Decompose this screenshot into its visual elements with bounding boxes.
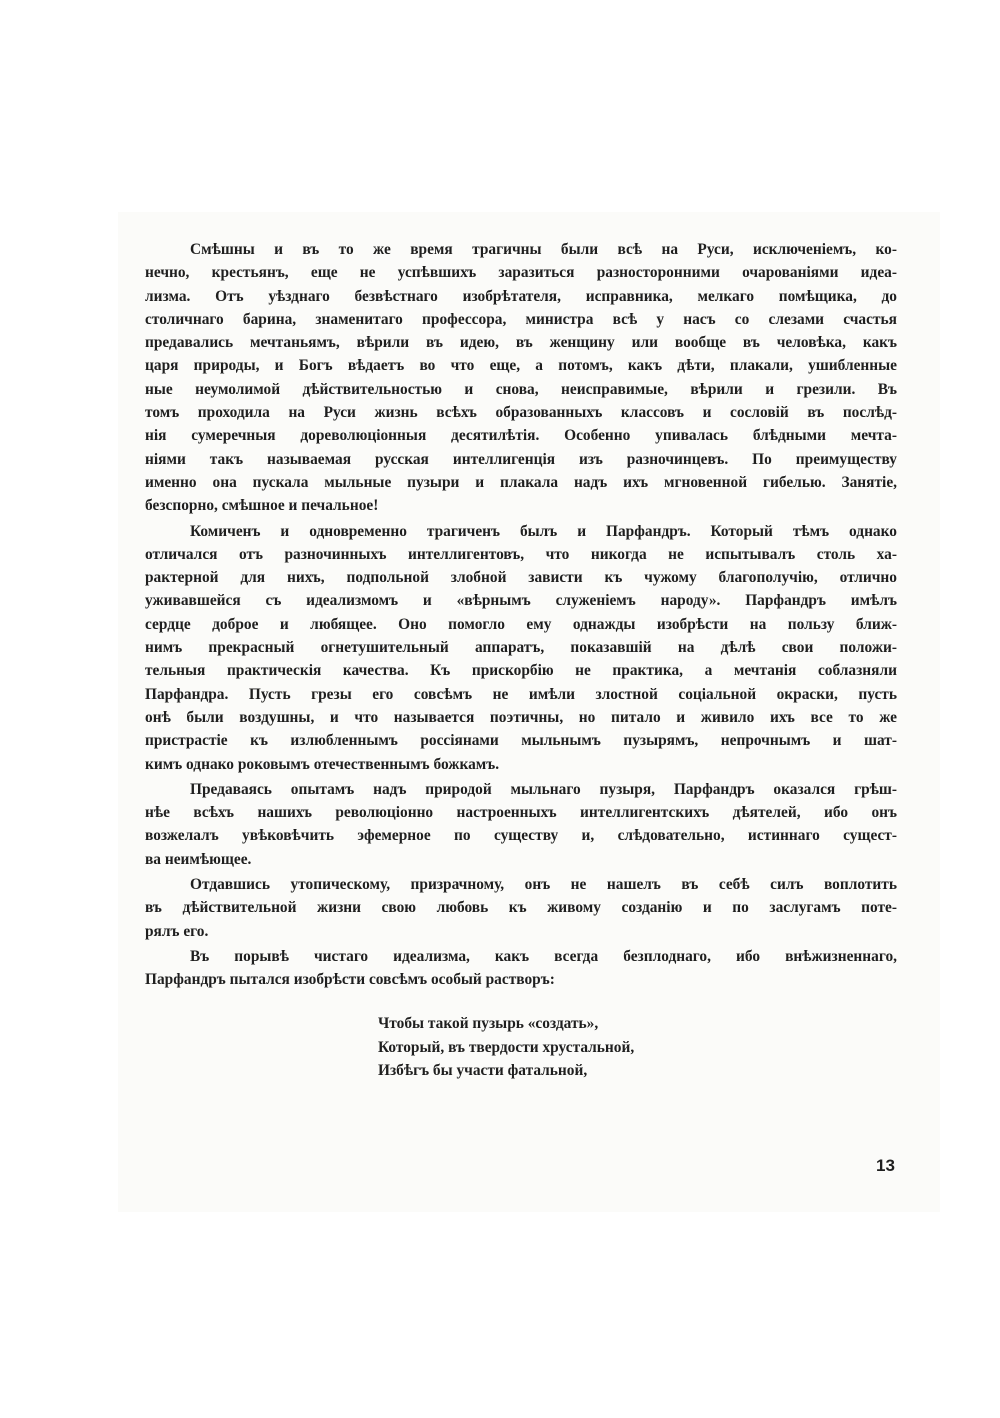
verse-block [378,1012,634,1083]
text-line: тельныя практическія качества. Къ прискорбію не практика, а мечтанія соблазняли [145,662,897,680]
body-text [145,238,897,992]
text-line: въ дѣйствительной жизни свою любовь къ живому созданію и по заслугамъ поте- [145,899,897,917]
text-line: ва неимѣющее. [145,850,252,868]
paragraph-3 [145,778,897,871]
text-line: ніями такъ называемая русская интеллигенція изъ разночинцевъ. По преимуществу [145,450,897,468]
text-line: царя природы, и Богъ вѣдаетъ во что еще, а потомъ, какъ дѣти, плакали, ушибленные [145,357,897,375]
text-line: кимъ однако роковымъ отечественнымъ божкамъ. [145,755,500,773]
paragraph-2 [145,520,897,776]
text-line: онѣ были воздушны, и что называется поэтичны, но питало и живило ихъ все то же [145,708,897,726]
paragraph-5 [145,945,897,992]
text-line: возжелалъ увѣковѣчить эфемерное по существу и, слѣдовательно, истиннаго сущест- [145,827,897,845]
text-line: именно она пускала мыльные пузыри и плакала надъ ихъ мгновенной гибелью. Занятіе, [145,473,897,491]
verse-line: Чтобы такой пузырь «создать», [378,1015,599,1032]
text-line: столичнаго барина, знаменитаго профессора, министра всѣ у насъ со слезами счастья [145,310,897,328]
text-line: безспорно, смѣшное и печальное! [145,497,379,515]
text-line: нѣе всѣхъ нашихъ революціонно настроенныхъ интеллигентскихъ дѣятелей, ибо онъ [145,804,897,822]
page-number: 13 [876,1156,895,1175]
text-line: томъ проходила на Руси жизнь всѣхъ образованныхъ классовъ и сословій въ послѣд- [145,404,897,422]
verse-line: Избѣгъ бы участи фатальной, [378,1062,588,1079]
text-line: Парфандръ пытался изобрѣсти совсѣмъ особый растворъ: [145,971,555,989]
text-line: предавались мечтаньямъ, вѣрили въ идею, въ женщину или вообще въ человѣка, какъ [145,334,897,352]
text-line: рялъ его. [145,922,209,940]
text-line: Парфандра. Пусть грезы его совсѣмъ не имѣли злостной соціальной окраски, пусть [145,685,897,703]
text-line: нечно, крестьянъ, еще не успѣвшихъ заразиться разносторонними очарованіями идеа- [145,264,897,282]
text-line: нія сумеречныя дореволюціонныя десятилѣтія. Особенно упивалась блѣдными мечта- [145,427,897,445]
verse-line: Который, въ твердости хрустальной, [378,1038,635,1056]
paragraph-1 [145,238,897,518]
text-line: Отдавшись утопическому, призрачному, онъ не нашелъ въ себѣ силъ воплотить [190,876,897,894]
text-line: сердце доброе и любящее. Оно помогло ему однажды изобрѣсти на пользу ближ- [145,615,897,633]
paragraph-4 [145,873,897,943]
text-line: отличался отъ разночинныхъ интеллигентовъ, что никогда не испытывалъ столь ха- [145,545,897,563]
text-line: уживавшейся съ идеализмомъ и «вѣрнымъ служеніемъ народу». Парфандръ имѣлъ [145,592,897,610]
text-line: Въ порывѣ чистаго идеализма, какъ всегда безплоднаго, ибо внѣжизненнаго, [190,947,897,965]
text-line: лизма. Отъ уѣзднаго безвѣстнаго изобрѣтателя, исправника, мелкаго помѣщика, до [145,287,897,305]
text-line: пристрастіе къ излюбленнымъ россіянами мыльнымъ пузырямъ, непрочнымъ и шат- [145,732,897,750]
text-line: ные неумолимой дѣйствительностью и снова, неисправимые, вѣрили и грезили. Въ [145,380,897,398]
text-line: рактерной для нихъ, подпольной злобной зависти къ чужому благополучію, отлично [145,569,897,587]
text-line: Смѣшны и въ то же время трагичны были всѣ на Руси, исключеніемъ, ко- [190,241,897,258]
text-line: Комиченъ и одновременно трагиченъ былъ и Парфандръ. Который тѣмъ однако [190,522,897,540]
text-line: нимъ прекрасный огнетушительный аппаратъ, показавшій на дѣлѣ свои положи- [145,639,897,657]
text-line: Предаваясь опытамъ надъ природой мыльнаго пузыря, Парфандръ оказался грѣш- [190,780,897,798]
